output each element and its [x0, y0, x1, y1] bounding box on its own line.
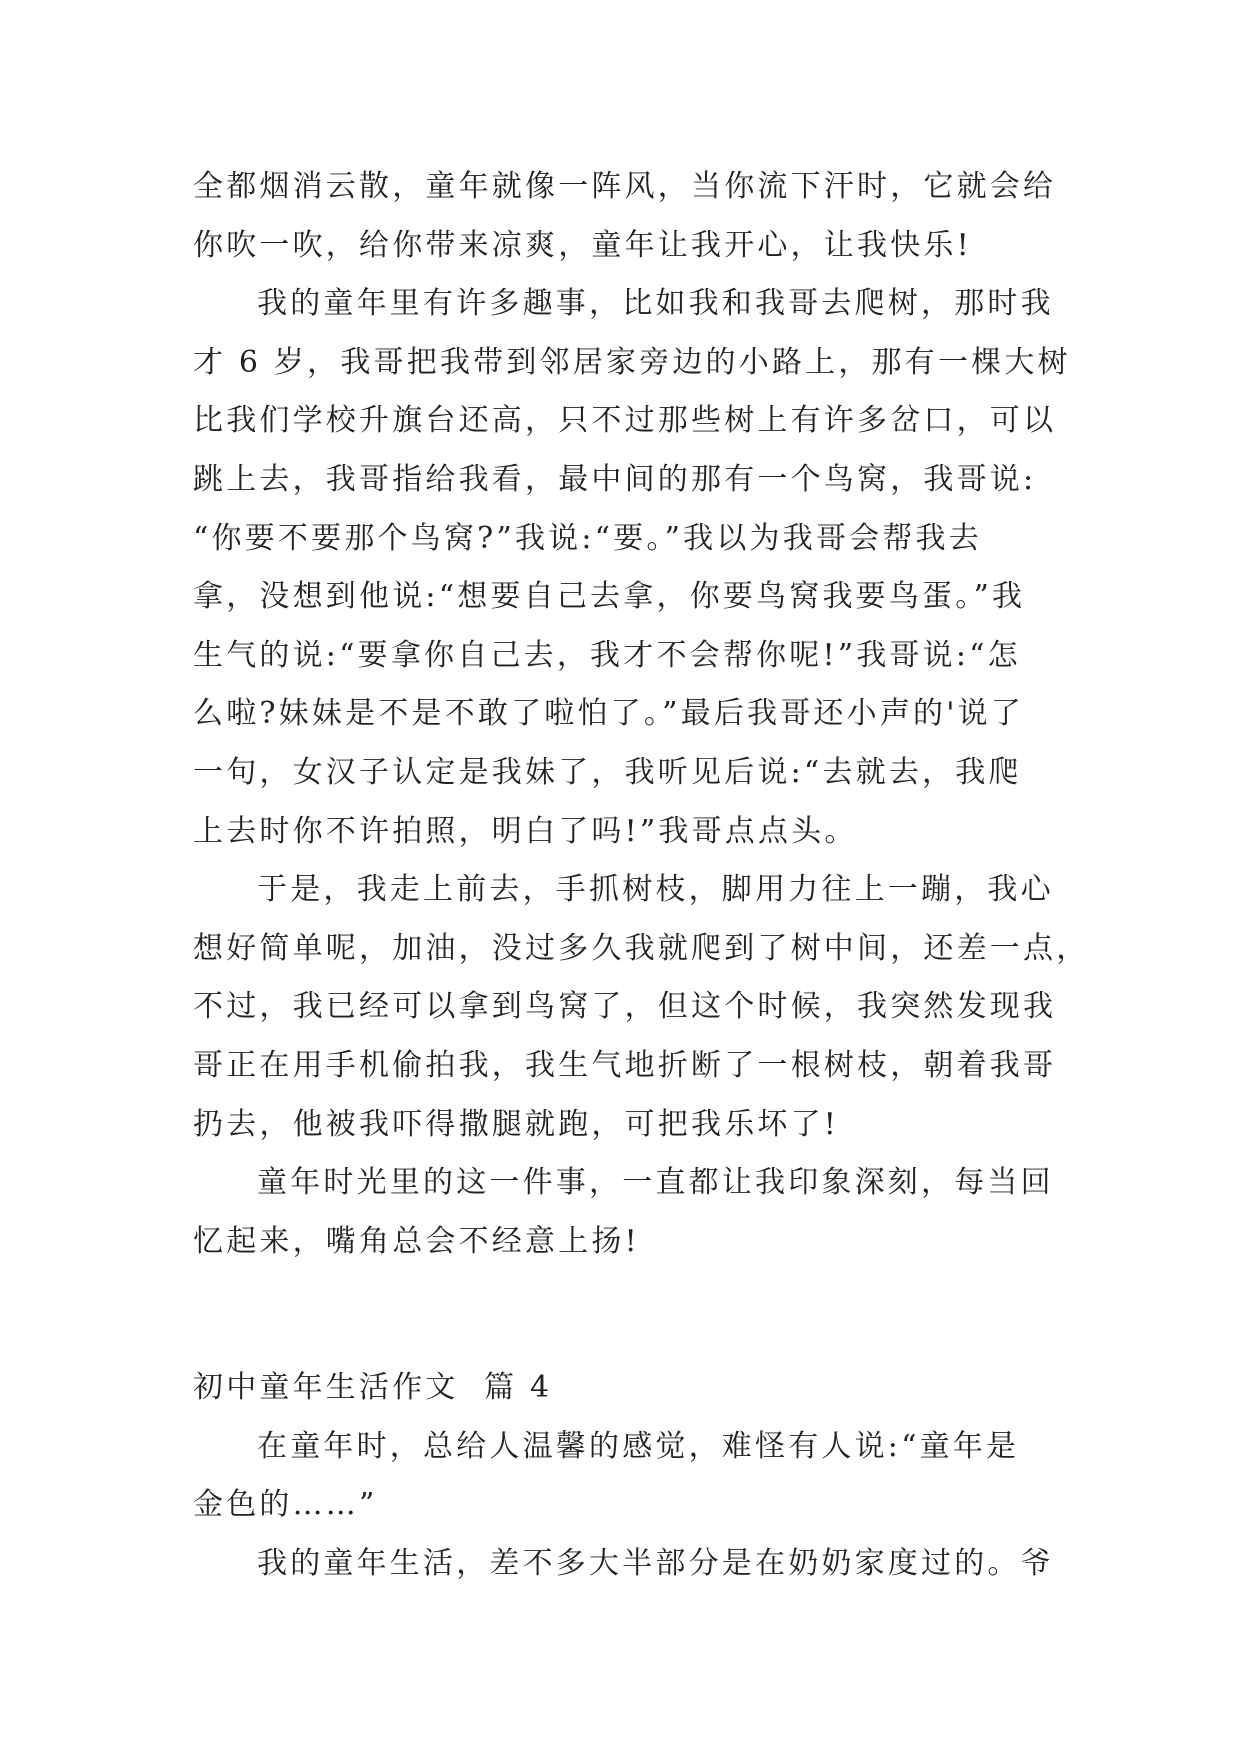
section-spacer	[193, 1271, 1055, 1359]
text-line: 金色的……”	[193, 1487, 378, 1523]
text-line: 想好简单呢，加油，没过多久我就爬到了树中间，还差一点，	[193, 930, 1090, 966]
text-line: 于是，我走上前去，手抓树枝，脚用力往上一蹦，我心	[257, 872, 1054, 908]
text-line: “你要不要那个鸟窝?”我说:“要。”我以为我哥会帮我去	[193, 520, 982, 556]
text-line: 哥正在用手机偷拍我，我生气地折断了一根树枝，朝着我哥	[193, 1047, 1057, 1083]
text-line: 我的童年里有许多趣事，比如我和我哥去爬树，那时我	[257, 286, 1054, 322]
text-line: 全都烟消云散，童年就像一阵风，当你流下汗时，它就会给	[193, 169, 1057, 204]
essay-body	[193, 158, 1090, 1594]
text-line: 不过，我已经可以拿到鸟窝了，但这个时候，我突然发现我	[193, 989, 1057, 1025]
text-line: 一句，女汉子认定是我妹了，我听见后说:“去就去，我爬	[193, 754, 1022, 790]
text-line: 扔去，他被我吓得撒腿就跑，可把我乐坏了!	[193, 1106, 840, 1142]
text-line: 在童年时，总给人温馨的感觉，难怪有人说:“童年是	[257, 1428, 1020, 1464]
paragraph	[193, 275, 1071, 861]
text-line: 你吹一吹，给你带来凉爽，童年让我开心，让我快乐!	[193, 227, 972, 263]
paragraph	[193, 1418, 1055, 1535]
text-line: 我的童年生活，差不多大半部分是在奶奶家度过的。爷	[257, 1546, 1054, 1582]
text-line: 比我们学校升旗台还高，只不过那些树上有许多岔口，可以	[193, 403, 1057, 439]
text-line: 才 6 岁，我哥把我带到邻居家旁边的小路上，那有一棵大树	[193, 344, 1071, 380]
paragraph	[193, 861, 1090, 1154]
text-line: 上去时你不许拍照，明白了吗!”我哥点点头。	[193, 813, 858, 849]
text-line: 么啦?妹妹是不是不敢了啦怕了。”最后我哥还小声的'说了	[193, 696, 1025, 732]
paragraph	[193, 1535, 1055, 1594]
text-line: 忆起来，嘴角总会不经意上扬!	[193, 1223, 640, 1259]
text-line: 跳上去，我哥指给我看，最中间的那有一个鸟窝，我哥说:	[193, 461, 1037, 497]
text-line: 生气的说:“要拿你自己去，我才不会帮你呢!”我哥说:“怎	[193, 637, 1021, 673]
paragraph	[193, 1154, 1055, 1271]
text-line: 童年时光里的这一件事，一直都让我印象深刻，每当回	[257, 1165, 1054, 1201]
text-line: 拿，没想到他说:“想要自己去拿，你要鸟窝我要鸟蛋。”我	[193, 579, 1026, 615]
section-heading: 初中童年生活作文 篇 4	[193, 1370, 553, 1406]
paragraph	[193, 158, 1055, 275]
